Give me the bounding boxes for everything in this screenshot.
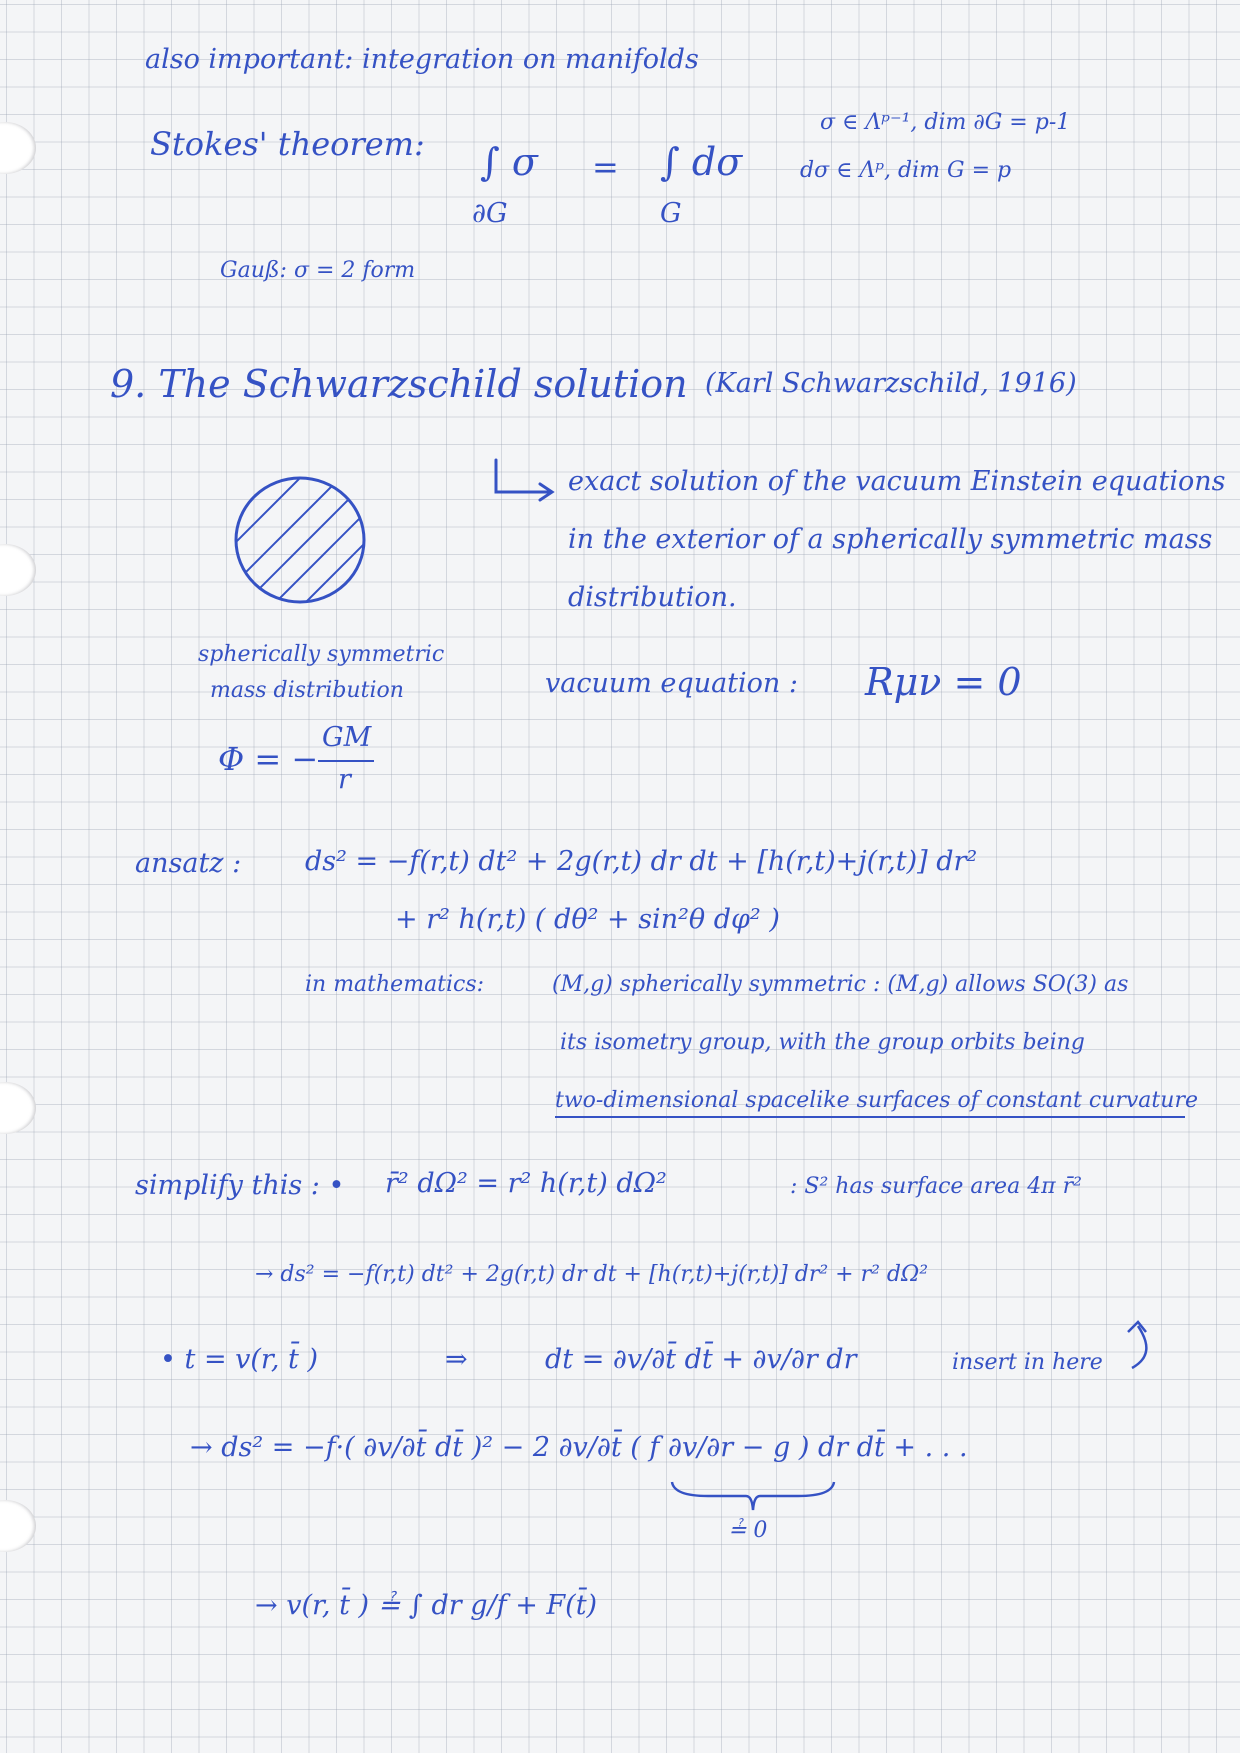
metric-expanded: → ds² = −f·( ∂v/∂t̄ dt̄ )² − 2 ∂v/∂t̄ ( f ∂v/∂r − g ) dr dt̄ + . . . bbox=[190, 1432, 968, 1463]
intro-line: also important: integration on manifolds bbox=[145, 44, 699, 75]
description-line-2: in the exterior of a spherically symmetric mass bbox=[568, 524, 1213, 555]
corner-arrow-icon bbox=[488, 458, 568, 508]
underline bbox=[555, 1116, 1185, 1118]
simplify-label: simplify this : • bbox=[135, 1170, 345, 1201]
substitution-rhs: dt = ∂v/∂t̄ dt̄ + ∂v/∂r dr bbox=[545, 1344, 857, 1375]
ansatz-line-1: ds² = −f(r,t) dt² + 2g(r,t) dr dt + [h(r,t)+j(r,t)] dr² bbox=[305, 846, 978, 877]
stokes-rhs: ∫ dσ bbox=[660, 140, 743, 184]
stokes-condition-1: σ ∈ Λᵖ⁻¹, dim ∂G = p-1 bbox=[820, 110, 1071, 135]
solution-line: → v(r, t̄ ) ≟ ∫ dr g/f + F(t̄) bbox=[255, 1590, 598, 1621]
stokes-lhs: ∫ σ bbox=[480, 140, 538, 184]
stokes-label: Stokes' theorem: bbox=[150, 125, 425, 163]
underbrace-icon bbox=[668, 1478, 838, 1518]
math-line-1: (M,g) spherically symmetric : (M,g) allows SO(3) as bbox=[552, 972, 1129, 997]
potential-lhs: Φ = − bbox=[218, 740, 319, 778]
math-line-2: its isometry group, with the group orbits being bbox=[560, 1030, 1085, 1055]
stokes-condition-2: dσ ∈ Λᵖ, dim G = p bbox=[800, 158, 1012, 183]
sphere-label-1: spherically symmetric bbox=[198, 642, 445, 667]
description-line-3: distribution. bbox=[568, 582, 737, 613]
binder-hole bbox=[0, 1082, 36, 1134]
section-title: 9. The Schwarzschild solution bbox=[110, 362, 688, 406]
binder-hole bbox=[0, 544, 36, 596]
stokes-lhs-domain: ∂G bbox=[472, 198, 508, 229]
vacuum-label: vacuum equation : bbox=[545, 668, 798, 699]
simplify-note: : S² has surface area 4π r̄² bbox=[790, 1174, 1082, 1199]
binder-hole bbox=[0, 122, 36, 174]
section-author: (Karl Schwarzschild, 1916) bbox=[705, 368, 1077, 399]
potential-denominator: r bbox=[338, 764, 351, 795]
gauss-note: Gauß: σ = 2 form bbox=[220, 258, 416, 283]
insert-note: insert in here bbox=[952, 1350, 1103, 1375]
math-label: in mathematics: bbox=[305, 972, 485, 997]
simplify-equation: r̄² dΩ² = r² h(r,t) dΩ² bbox=[385, 1168, 667, 1199]
insert-arrow-icon bbox=[1120, 1316, 1160, 1372]
description-line-1: exact solution of the vacuum Einstein equations bbox=[568, 466, 1226, 497]
vacuum-equation: Rμν = 0 bbox=[865, 660, 1022, 704]
ansatz-line-2: + r² h(r,t) ( dθ² + sin²θ dφ² ) bbox=[395, 904, 780, 935]
stokes-rhs-domain: G bbox=[660, 198, 682, 229]
metric-simplified: → ds² = −f(r,t) dt² + 2g(r,t) dr dt + [h(r,t)+j(r,t)] dr² + r² dΩ² bbox=[255, 1262, 929, 1287]
implies-arrow: ⇒ bbox=[445, 1344, 468, 1375]
binder-hole bbox=[0, 1500, 36, 1552]
ansatz-label: ansatz : bbox=[135, 848, 242, 879]
substitution-lhs: • t = v(r, t̄ ) bbox=[160, 1344, 319, 1375]
math-line-3: two-dimensional spacelike surfaces of constant curvature bbox=[555, 1088, 1198, 1113]
sphere-label-2: mass distribution bbox=[210, 678, 404, 703]
mass-sphere-icon bbox=[228, 470, 373, 610]
potential-numerator: GM bbox=[322, 722, 372, 753]
stokes-equals: = bbox=[592, 148, 619, 186]
fraction-bar bbox=[318, 760, 374, 762]
condition-zero: ≟ 0 bbox=[728, 1518, 768, 1543]
